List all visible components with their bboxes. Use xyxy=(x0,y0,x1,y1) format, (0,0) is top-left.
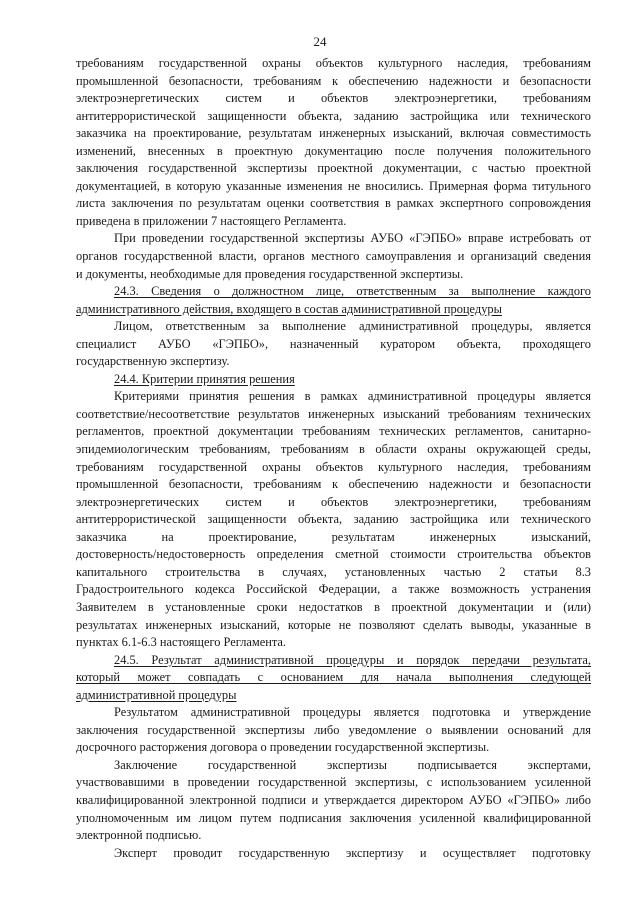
text-line xyxy=(76,669,591,687)
text-line: и документы, необходимые для проведения государственной экспертизы. xyxy=(76,266,464,281)
underlined-heading-text: административной процедуры xyxy=(76,687,237,702)
text-line xyxy=(76,301,591,319)
text-line: соответствие/несоответствие результатов инженерных изысканий требованиям технических xyxy=(76,406,591,421)
text-line xyxy=(76,371,591,389)
page-number: 24 xyxy=(313,34,327,49)
text-line xyxy=(76,687,591,705)
text-line: результатах инженерных изысканий, которые не позволяют сделать выводы, указанные в xyxy=(76,617,591,632)
text-line: промышленной безопасности, требованиям к обеспечению надежности и безопасности xyxy=(76,73,591,88)
text-line: антитеррористической защищенности объекта, заданию застройщика или технического xyxy=(76,512,591,527)
text-line: Лицом, ответственным за выполнение административной процедуры, является xyxy=(114,319,591,334)
document-body xyxy=(76,55,591,862)
text-line: специалист АУБО «ГЭПБО», назначенный куратором объекта, проходящего xyxy=(76,336,591,351)
text-line: требованиям государственной охраны объектов культурного наследия, требованиям xyxy=(76,459,591,474)
text-line xyxy=(76,283,591,301)
text-line: При проведении государственной экспертизы АУБО «ГЭПБО» вправе истребовать от xyxy=(114,231,591,246)
text-line: регламентов, проектной документации требованиям технических регламентов, санитарно- xyxy=(76,424,591,439)
text-line: Градостроительного кодекса Российской Федерации, а также возможность устранения xyxy=(76,582,591,597)
text-line: капитального строительства в случаях, установленных частью 2 статьи 8.3 xyxy=(76,564,591,579)
text-line: электроэнергетических систем и объектов электроэнергетики, требованиям xyxy=(76,494,591,509)
text-line: уполномоченным им лицом путем подписания заключения усиленной квалифицированной xyxy=(76,810,591,825)
text-line: требованиям государственной охраны объектов культурного наследия, требованиям xyxy=(76,56,591,70)
text-line: листа заключения по результатам оценки соответствия в рамках экспертного сопровождения xyxy=(76,196,591,211)
text-line: эпидемиологическим требованиям, требованиям в области охраны окружающей среды, xyxy=(76,442,591,457)
text-line: досрочного расторжения договора о проведении государственной экспертизы. xyxy=(76,740,490,755)
text-line: промышленной безопасности, требованиям к обеспечению надежности и безопасности xyxy=(76,477,591,492)
text-line: заключения государственной экспертизы проектной документации, с частью проектной xyxy=(76,161,591,176)
text-line: электронной подписью. xyxy=(76,828,202,843)
text-line: государственную экспертизу. xyxy=(76,354,230,369)
text-line: квалифицированной электронной подписи и утверждается директором АУБО «ГЭПБО» либо xyxy=(76,792,591,807)
text-line: органов государственной власти, органов местного самоуправления и организаций сведения xyxy=(76,249,591,264)
text-line: достоверность/недостоверность определения сметной стоимости строительства объектов xyxy=(76,547,591,562)
text-line: приведена в приложении 7 настоящего Регламента. xyxy=(76,213,347,228)
text-line: антитеррористической защищенности объекта, заданию застройщика или технического xyxy=(76,108,591,123)
text-line: пунктах 6.1-6.3 настоящего Регламента. xyxy=(76,635,287,650)
text-line: Результатом административной процедуры является подготовка и утверждение xyxy=(114,705,591,720)
text-line: заказчика на проектирование, результатам инженерных изысканий, xyxy=(76,529,591,544)
text-line: электроэнергетических систем и объектов электроэнергетики, требованиям xyxy=(76,91,591,106)
underlined-heading-text: 24.5. Результат административной процедуры и порядок передачи результата, xyxy=(114,652,591,667)
underlined-heading-text: который может совпадать с основанием для начала выполнения следующей xyxy=(76,670,591,685)
text-line: заключения государственной экспертизы либо уведомление о выявлении оснований для xyxy=(76,722,591,737)
text-line: документацией, в которую указанные изменения не вносились. Примерная форма титульного xyxy=(76,178,591,193)
text-line: заказчика на проектирование, результатам инженерных изысканий, включая совместимость xyxy=(76,126,591,141)
text-line: Заявителем в установленные сроки недостатков в проектной документации и (или) xyxy=(76,599,591,614)
text-line: Эксперт проводит государственную экспертизу и осуществляет подготовку xyxy=(114,845,591,860)
underlined-heading-text: 24.4. Критерии принятия решения xyxy=(114,371,295,386)
text-line: Критериями принятия решения в рамках административной процедуры является xyxy=(114,389,591,404)
text-line: участвовавшими в проведении государственной экспертизы, с использованием усиленной xyxy=(76,775,591,790)
underlined-heading-text: административного действия, входящего в состав административной процедуры xyxy=(76,301,502,316)
text-line xyxy=(76,652,591,670)
text-line: изменений, внесенных в проектную документацию после получения положительного xyxy=(76,143,591,158)
underlined-heading-text: 24.3. Сведения о должностном лице, ответственным за выполнение каждого xyxy=(114,284,591,299)
text-line: Заключение государственной экспертизы подписывается экспертами, xyxy=(114,757,591,772)
